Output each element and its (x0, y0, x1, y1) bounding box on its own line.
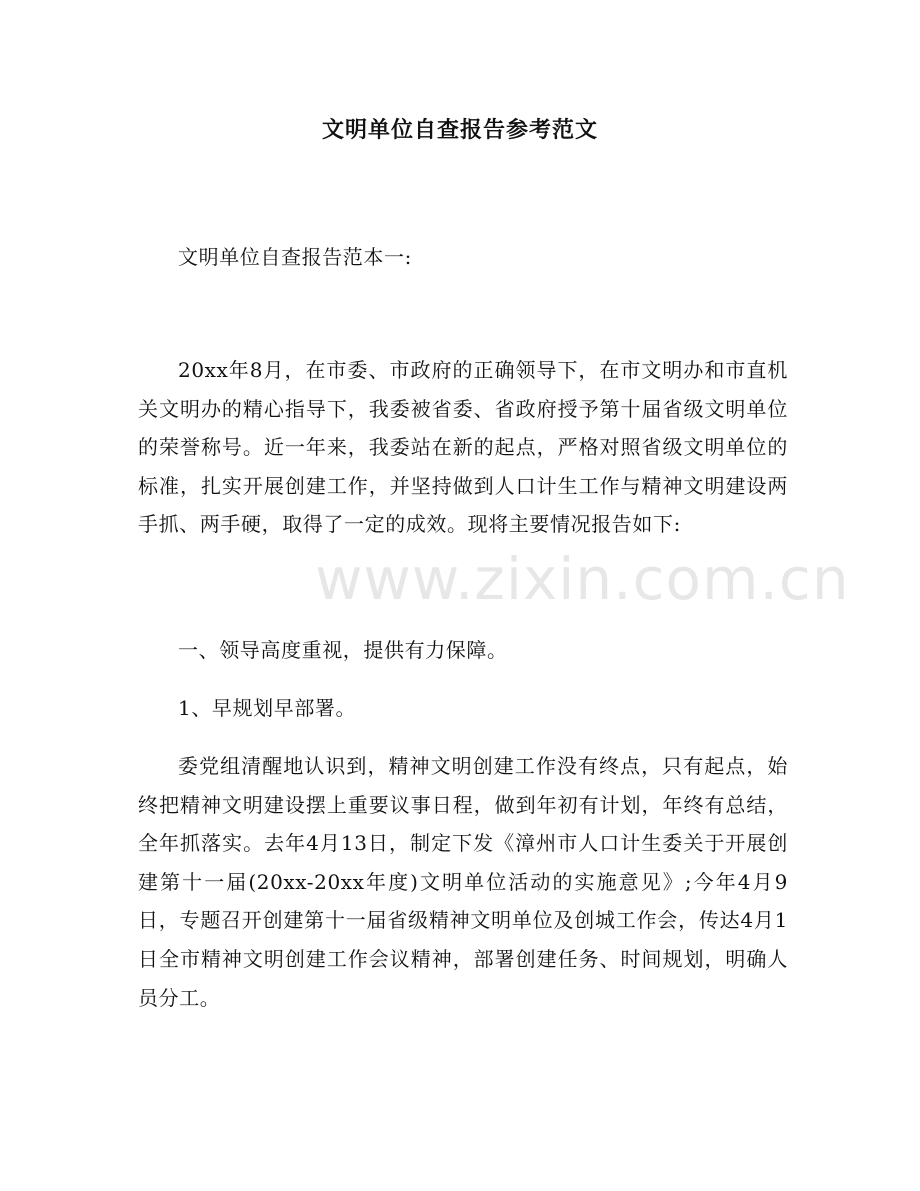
document-title: 文明单位自查报告参考范文 (321, 118, 598, 143)
paragraph-intro: 20xx年8月，在市委、市政府的正确领导下，在市文明办和市直机关文明办的精心指导下，我委被省委、省政府授予第十届省级文明单位的荣誉称号。近一年来，我委站在新的起点，严格对照省级文明单位的标准，扎实开展创建工作，并坚持做到人口计生工作与精神文明建设两手抓、两手硬，取得了一定的成效。现将主要情况报告如下: (138, 358, 788, 537)
watermark-text: www.zixin.com.cn (315, 545, 850, 613)
heading-section-one: 一、领导高度重视，提供有力保障。 (178, 638, 508, 662)
heading-item-one: 1、早规划早部署。 (178, 696, 357, 720)
paragraph-planning: 委党组清醒地认识到，精神文明创建工作没有终点，只有起点，始终把精神文明建设摆上重要议事日程，做到年初有计划，年终有总结，全年抓落实。去年4月13日，制定下发《漳州市人口计生委关于开展创建第十一届(20xx-20xx年度)文明单位活动的实施意见》;今年4月9日，专题召开创建第十一届省级精神文明单位及创城工作会，传达4月1日全市精神文明创建工作会议精神，部署创建任务、时间规划，明确人员分工。 (138, 754, 788, 1010)
section-subtitle: 文明单位自查报告范本一: (178, 245, 412, 269)
